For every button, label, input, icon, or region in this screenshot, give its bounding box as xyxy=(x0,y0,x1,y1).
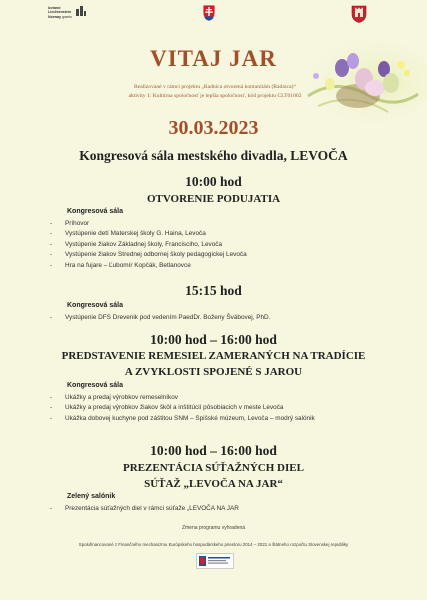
levoca-coat-of-arms-icon xyxy=(351,5,367,23)
section-1-location: Kongresová sála xyxy=(67,208,124,215)
event-date: 30.03.2023 xyxy=(168,117,259,139)
list-item: - Prezentácia súťažných diel v rámci súťaže „LEVOČA NA JAR xyxy=(50,505,239,512)
section-3-time: 10:00 hod – 16:00 hod xyxy=(150,332,277,347)
list-item: - Vystúpenie žiakov Základnej školy, Francisciho, Levoča xyxy=(50,240,223,248)
grants-logo-icon xyxy=(48,6,88,28)
section-4-list xyxy=(50,504,239,514)
section-4-heading-line-2: SÚŤAŽ „LEVOČA NA JAR“ xyxy=(144,478,283,490)
intro-line-1: Realizované v rámci projektu „Radnica otvorená komunitám (Radnica)“ xyxy=(133,84,296,90)
list-item: - Príhovor xyxy=(50,220,90,227)
funding-note: Spolufinancované z Finančného mechanizmu Európskeho hospodárskeho priestoru 2014 – 2021 a štátneho rozpočtu Slovenskej republiky xyxy=(78,542,349,547)
list-item: - Ukážky a predaj výrobkov remeselníkov xyxy=(50,394,178,401)
grants-logo-line3: Norway grants xyxy=(48,14,72,19)
list-item: - Ukážka dobovej kuchyne pod záštitou SNM – Spišské múzeum, Levoča – modrý salónik xyxy=(50,414,315,422)
section-4-time: 10:00 hod – 16:00 hod xyxy=(150,443,277,458)
list-item: - Vystúpenie detí Materskej školy G. Haina, Levoča xyxy=(50,230,206,238)
grants-mark-icon xyxy=(75,5,87,17)
section-1-time: 10:00 hod xyxy=(185,174,242,189)
list-item: - Hra na fujare – Ľubomír Kopčák, Betlanovce xyxy=(50,261,191,269)
section-3-list xyxy=(50,393,315,424)
section-3-heading-line-1: PREDSTAVENIE REMESIEL ZAMERANÝCH NA TRADÍCIE xyxy=(61,350,366,362)
grants-logo-line1: Iceland xyxy=(48,6,61,10)
program-change-note: Zmena programu vyhradená xyxy=(181,525,246,531)
intro-line-2: aktivity 1: Kultúrna spoločnosť je lepšia spoločnosť, kód projektu CLT01002 xyxy=(128,93,302,99)
section-1-heading: OTVORENIE PODUJATIA xyxy=(146,193,281,205)
section-3-heading-line-2: A ZVYKLOSTI SPOJENÉ S JAROU xyxy=(124,366,303,378)
list-item: - Vystúpenie žiakov Strednej odbornej školy pedagogickej Levoča xyxy=(50,251,247,259)
section-3-location: Kongresová sála xyxy=(67,382,124,389)
grants-logo-line2: Liechtenstein xyxy=(48,10,72,15)
event-intro xyxy=(70,83,360,101)
list-item: - Ukážky a predaj výrobkov žiakov škôl a inštitúcií pôsobiacich v meste Levoča xyxy=(50,404,284,412)
section-4-heading-line-1: PREZENTÁCIA SÚŤAŽNÝCH DIEL xyxy=(123,462,304,474)
event-title: VITAJ JAR xyxy=(150,46,277,71)
section-2-time: 15:15 hod xyxy=(185,283,242,298)
event-venue: Kongresová sála mestského divadla, LEVOČA xyxy=(79,148,348,163)
section-1-list xyxy=(50,219,247,271)
list-item: - Vystúpenie DFS Drevenik pod vedením PaedDr. Boženy Švábovej, PhD. xyxy=(50,314,271,321)
section-4-location: Zelený salónik xyxy=(67,493,116,500)
slovak-coat-of-arms-icon xyxy=(202,4,216,22)
section-2-location: Kongresová sála xyxy=(67,302,124,309)
government-logo-icon xyxy=(196,553,234,569)
section-2-list xyxy=(50,313,270,323)
